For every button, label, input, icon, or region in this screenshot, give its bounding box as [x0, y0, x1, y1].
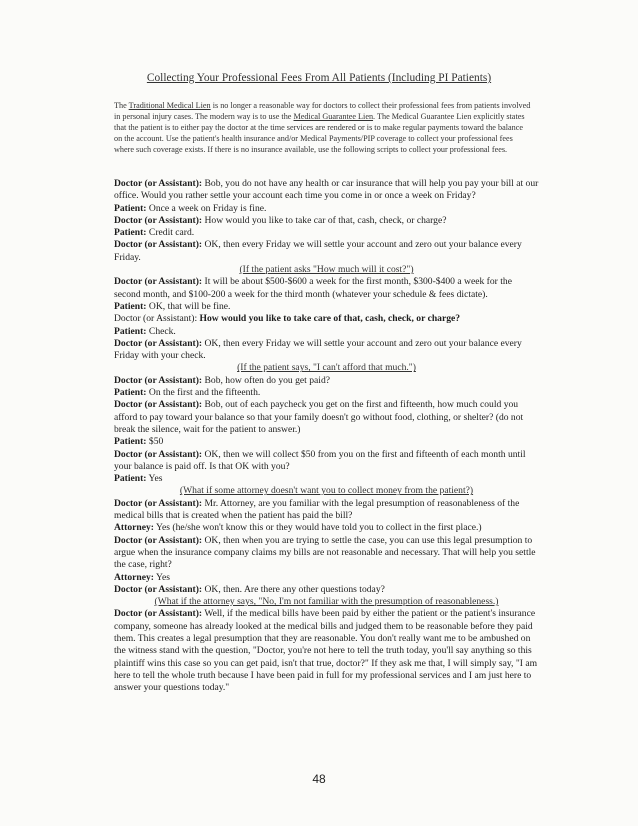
speaker-label: Doctor (or Assistant): — [114, 337, 203, 349]
dialogue-line — [114, 473, 539, 485]
intro-text-3: . The Medical Guarantee Lien explicitly states that the patient is to either pay the doctor at the time services are rendered or is to make regular payments toward the balance on the account. Use the patient's health insurance and/or Medical Payments/PIP coverage to collect your professional fees where such coverage exists. If there is no insurance available, use the following scripts to collect your professional fees. — [114, 112, 525, 154]
speaker-label: Doctor (or Assistant): — [114, 374, 203, 386]
dialogue-line — [114, 178, 539, 203]
scenario-cue: (What if some attorney doesn't want you to collect money from the patient?) — [179, 485, 474, 497]
intro-paragraph — [114, 100, 532, 155]
dialogue-text: Mr. Attorney, are you familiar with the legal presumption of reasonableness of the medical bills that is created when the patient has paid the bill? — [114, 497, 520, 522]
dialogue-line — [114, 375, 539, 387]
speaker-label: Doctor (or Assistant): — [114, 608, 203, 620]
dialogue-text: Yes — [153, 571, 170, 583]
dialogue-line — [114, 313, 539, 325]
dialogue-text: How would you like to take care of that, cash, check, or charge? — [199, 313, 461, 325]
speaker-label: Doctor (or Assistant): — [114, 178, 203, 189]
speaker-label: Doctor (or Assistant): — [114, 448, 203, 460]
dialogue-line — [114, 522, 539, 534]
speaker-label: Doctor (or Assistant): — [114, 497, 203, 509]
dialogue-line — [114, 436, 539, 448]
speaker-label: Attorney: — [114, 522, 154, 534]
speaker-label: Attorney: — [114, 571, 154, 583]
dialogue-line — [114, 535, 539, 572]
dialogue-line — [114, 572, 539, 584]
dialogue-line — [114, 227, 539, 239]
dialogue-line — [114, 608, 539, 694]
page-number: 48 — [312, 772, 326, 786]
page-title: Collecting Your Professional Fees From All Patients (Including PI Patients) — [146, 72, 492, 84]
speaker-label: Patient: — [114, 227, 147, 239]
dialogue-text: Bob, you do not have any health or car insurance that will help you pay your bill at our office. Would you rather settle your account each time you come in or once a week on Friday? — [114, 178, 539, 202]
scenario-cue: (If the patient says, "I can't afford that much.") — [237, 362, 416, 374]
dialogue-line — [114, 387, 539, 399]
dialogue-line — [114, 239, 539, 264]
dialogue-text: Credit card. — [146, 227, 195, 239]
dialogue-text: OK, then we will collect $50 from you on the first and fifteenth of each month until your balance is paid off. Is that OK with you? — [114, 448, 526, 472]
speaker-label: Doctor (or Assistant): — [114, 239, 203, 251]
dialogue-line — [114, 338, 539, 363]
speaker-label: Patient: — [114, 387, 147, 399]
dialogue-text: Check. — [146, 325, 176, 337]
dialogue-line — [114, 326, 539, 338]
dialogue-line — [114, 584, 539, 596]
speaker-label: Doctor (or Assistant): — [114, 276, 203, 288]
speaker-label: Patient: — [114, 473, 147, 485]
traditional-medical-lien-term: Traditional Medical Lien — [128, 101, 211, 110]
dialogue-text: OK, then every Friday we will settle your account and zero out your balance every Friday with your check. — [114, 337, 522, 362]
dialogue-text: How would you like to take car of that, cash, check, or charge? — [202, 214, 447, 226]
dialogue-text: OK, that will be fine. — [146, 300, 231, 312]
dialogue-text: Yes — [146, 473, 163, 485]
speaker-label: Doctor (or Assistant): — [114, 313, 200, 325]
dialogue-text: $50 — [146, 436, 164, 448]
dialogue-line — [114, 215, 539, 227]
dialogue-text: Yes (he/she won't know this or they would have told you to collect in the first place.) — [153, 522, 482, 534]
medical-guarantee-lien-term: Medical Guarantee Lien — [293, 112, 374, 121]
scenario-cue: (If the patient asks "How much will it cost?") — [239, 264, 414, 276]
intro-text-1: The — [114, 101, 129, 110]
dialogue-text: On the first and the fifteenth. — [146, 387, 261, 399]
dialogue-script — [114, 178, 539, 694]
speaker-label: Doctor (or Assistant): — [114, 534, 203, 546]
speaker-label: Doctor (or Assistant): — [114, 583, 203, 595]
speaker-label: Patient: — [114, 202, 147, 214]
dialogue-line — [114, 449, 539, 474]
dialogue-text: Once a week on Friday is fine. — [146, 202, 267, 214]
speaker-label: Patient: — [114, 436, 147, 448]
speaker-label: Doctor (or Assistant): — [114, 399, 203, 411]
dialogue-text: It will be about $500-$600 a week for the first month, $300-$400 a week for the second month, and $100-200 a week for the third month (whatever your schedule & fees dictate). — [114, 276, 512, 300]
speaker-label: Doctor (or Assistant): — [114, 214, 203, 226]
dialogue-line — [114, 399, 539, 436]
dialogue-text: OK, then when you are trying to settle the case, you can use this legal presumption to argue when the insurance company claims my bills are not reasonable and necessary. That will help you settle the case, right? — [114, 534, 536, 571]
dialogue-text: Bob, out of each paycheck you get on the first and fifteenth, how much could you afford to pay toward your balance so that your family doesn't go without food, clothing, or shelter? (do not break the silence, wait for the patient to answer.) — [114, 399, 524, 435]
intro-text-2: is no longer a reasonable way for doctors to collect their professional fees from patients involved in personal injury cases. The modern way is to use the — [114, 101, 531, 121]
dialogue-text: Well, if the medical bills have been paid by either the patient or the patient's insurance company, someone has already looked at the medical bills and judged them to be reasonable before they paid them. This creates a legal presumption that they are reasonable. You don't really want me to be ambushed on the witness stand with the question, "Doctor, you're not here to tell the truth today, you'll say anything so this plaintiff wins this case so you can get paid, isn't that true, doctor?" If they ask me that, I will simply say, "I am here to tell the whole truth because I have been paid in full for my professional services and I am just here to answer your questions today." — [114, 608, 538, 694]
dialogue-line — [114, 301, 539, 313]
dialogue-line — [114, 203, 539, 215]
dialogue-text: OK, then every Friday we will settle your account and zero out your balance every Friday. — [114, 239, 522, 263]
dialogue-text: OK, then. Are there any other questions today? — [202, 583, 385, 595]
scenario-cue: (What if the attorney says, "No, I'm not familiar with the presumption of reasonableness.) — [154, 596, 499, 608]
dialogue-line — [114, 498, 539, 523]
speaker-label: Patient: — [114, 300, 147, 312]
dialogue-line — [114, 276, 539, 301]
dialogue-text: Bob, how often do you get paid? — [202, 374, 331, 386]
speaker-label: Patient: — [114, 325, 147, 337]
